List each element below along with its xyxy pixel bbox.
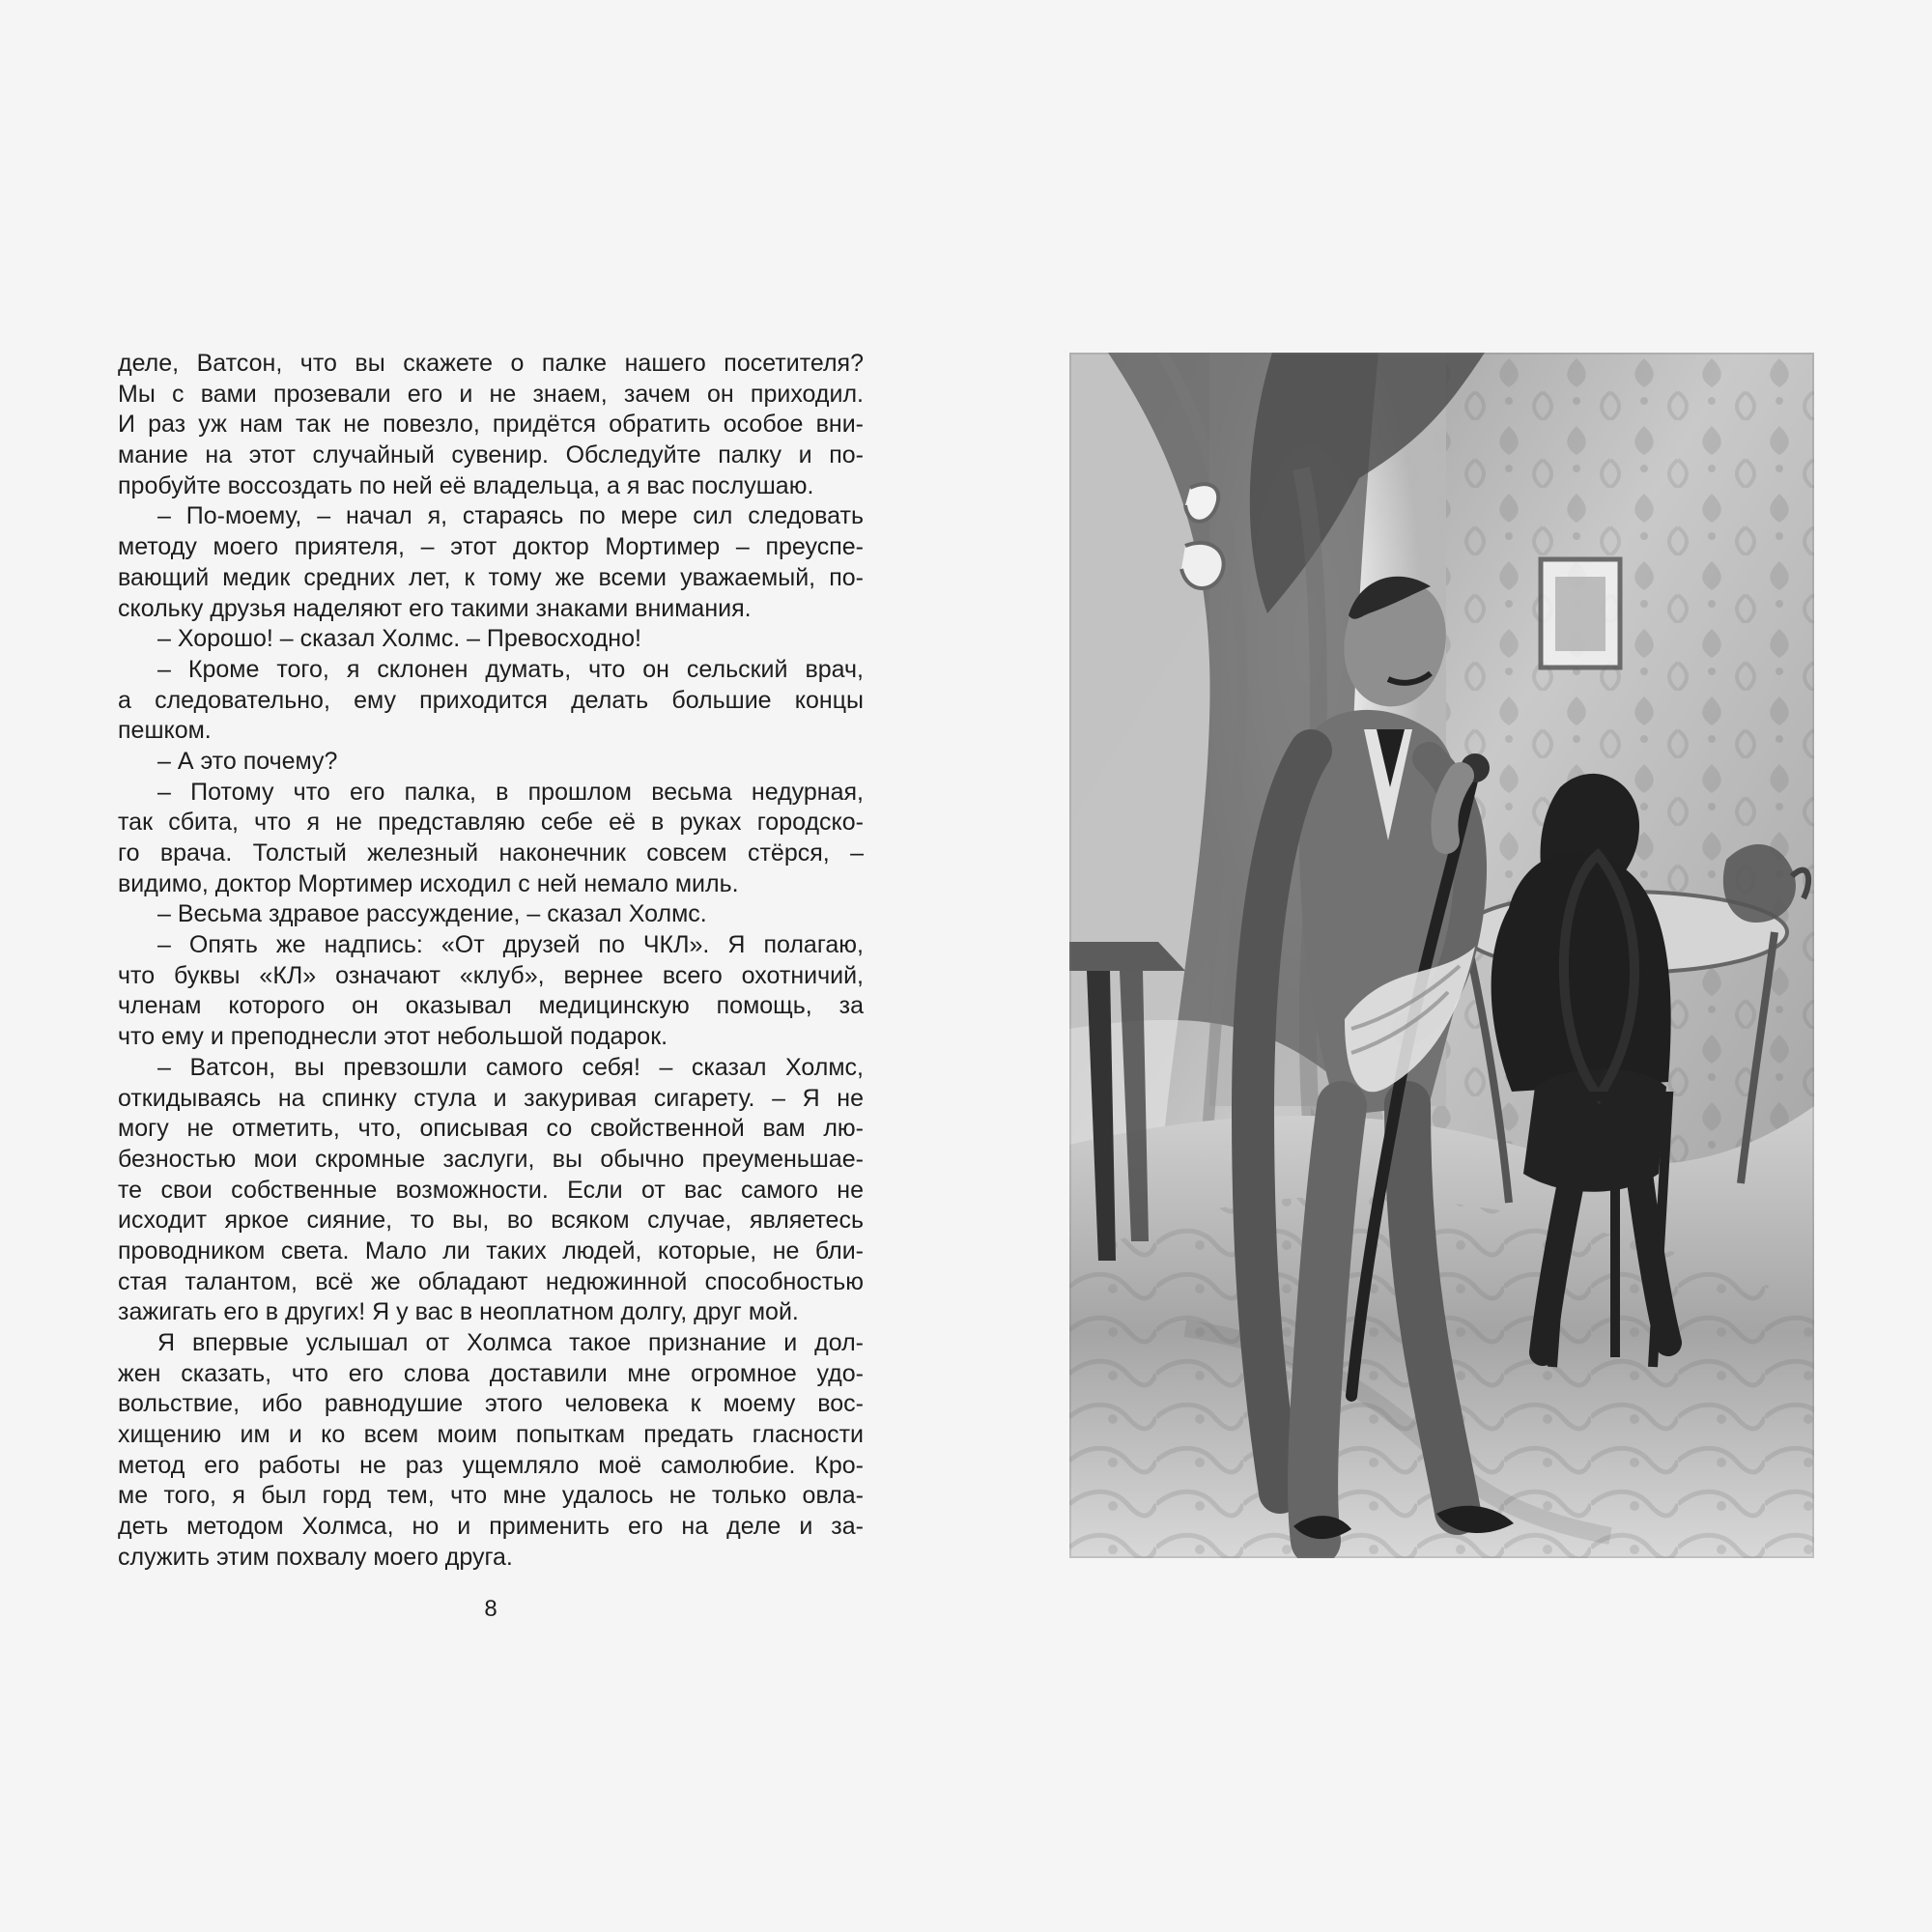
text-line: безностью мои скромные заслуги, вы обычно преуменьшае-: [118, 1145, 864, 1173]
text-line: – Весьма здравое рассуждение, – сказал Холмс.: [157, 900, 707, 928]
text-line: мание на этот случайный сувенир. Обследуйте палку и по-: [118, 441, 864, 469]
book-illustration: [1069, 353, 1814, 1558]
text-line: те свои собственные возможности. Если от вас самого не: [118, 1176, 864, 1204]
text-line: видимо, доктор Мортимер исходил с ней немало миль.: [118, 869, 739, 897]
text-line: деле, Ватсон, что вы скажете о палке нашего посетителя?: [118, 350, 864, 377]
page-number: 8: [484, 1596, 497, 1622]
text-line: вающий медик средних лет, к тому же всеми уважаемый, по-: [118, 563, 864, 591]
text-line: – По-моему, – начал я, стараясь по мере сил следовать: [157, 502, 864, 530]
text-line: жен сказать, что его слова доставили мне огромное удо-: [118, 1359, 864, 1387]
text-line: Мы с вами прозевали его и не знаем, зачем он приходил.: [118, 380, 864, 408]
text-line: – А это почему?: [157, 747, 338, 775]
text-line: – Потому что его палка, в прошлом весьма недурная,: [157, 778, 864, 806]
text-line: зажигать его в других! Я у вас в неоплатном долгу, друг мой.: [118, 1298, 799, 1326]
text-line: методу моего приятеля, – этот доктор Мортимер – преуспе-: [118, 533, 864, 561]
text-line: пешком.: [118, 717, 212, 745]
text-line: так сбита, что я не представляю себе её в руках городско-: [118, 809, 864, 837]
text-line: – Кроме того, я склонен думать, что он сельский врач,: [157, 655, 864, 683]
text-line: служить этим похвалу моего друга.: [118, 1543, 513, 1571]
text-line: что ему и преподнесли этот небольшой подарок.: [118, 1023, 668, 1051]
text-line: И раз уж нам так не повезло, придётся обратить особое вни-: [118, 411, 864, 439]
text-line: исходит яркое сияние, то вы, во всяком случае, являетесь: [118, 1207, 864, 1235]
text-line: деть методом Холмса, но и применить его на деле и за-: [118, 1513, 864, 1541]
text-line: откидываясь на спинку стула и закуривая сигарету. – Я не: [118, 1084, 864, 1112]
text-line: пробуйте воссоздать по ней её владельца, а я вас послушаю.: [118, 471, 814, 499]
text-line: ме того, я был горд тем, что мне удалось не только овла-: [118, 1482, 864, 1510]
text-line: го врача. Толстый железный наконечник совсем стёрся, –: [118, 839, 864, 867]
text-line: а следовательно, ему приходится делать большие концы: [118, 686, 864, 714]
text-line: – Хорошо! – сказал Холмс. – Превосходно!: [157, 625, 641, 653]
text-line: – Опять же надпись: «От друзей по ЧКЛ». Я полагаю,: [157, 931, 864, 959]
text-line: скольку друзья наделяют его такими знаками внимания.: [118, 594, 752, 622]
text-line: членам которого он оказывал медицинскую помощь, за: [118, 992, 864, 1020]
text-line: стая талантом, всё же обладают недюжинной способностью: [118, 1267, 864, 1295]
illustration-scene: [1069, 353, 1814, 1558]
text-line: Я впервые услышал от Холмса такое признание и дол-: [157, 1329, 864, 1356]
text-line: метод его работы не раз ущемляло моё самолюбие. Кро-: [118, 1451, 864, 1479]
text-line: – Ватсон, вы превзошли самого себя! – сказал Холмс,: [157, 1053, 864, 1081]
text-line: хищению им и ко всем моим попыткам предать гласности: [118, 1421, 864, 1449]
text-line: проводником света. Мало ли таких людей, которые, не бли-: [118, 1236, 864, 1264]
text-line: что буквы «КЛ» означают «клуб», вернее всего охотничий,: [118, 961, 864, 989]
text-line: могу не отметить, что, описывая со свойственной вам лю-: [118, 1115, 864, 1143]
text-column: [118, 349, 864, 1574]
text-line: вольствие, ибо равнодушие этого человека к моему вос-: [118, 1390, 864, 1418]
